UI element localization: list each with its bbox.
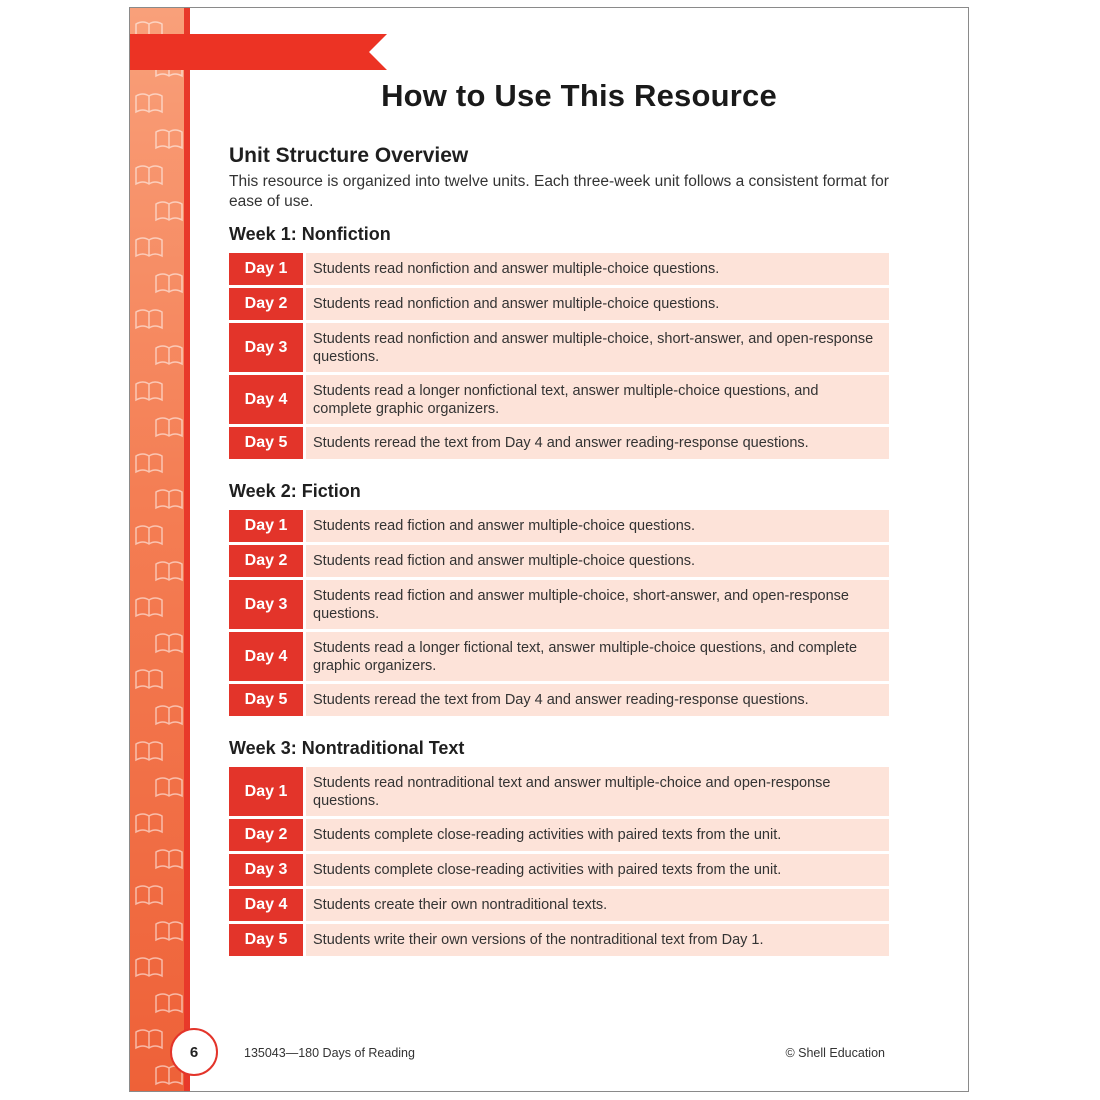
book-icon bbox=[156, 490, 182, 508]
day-row bbox=[229, 819, 889, 851]
book-icon bbox=[156, 562, 182, 580]
book-icon bbox=[136, 166, 162, 184]
book-icon bbox=[136, 310, 162, 328]
day-row bbox=[229, 684, 889, 716]
day-row bbox=[229, 889, 889, 921]
day-label: Day 1 bbox=[229, 767, 303, 816]
day-label: Day 3 bbox=[229, 323, 303, 372]
day-list bbox=[229, 253, 889, 459]
book-icon bbox=[156, 418, 182, 436]
book-pattern-icon bbox=[130, 8, 189, 1092]
day-row bbox=[229, 510, 889, 542]
book-icon bbox=[136, 1030, 162, 1048]
week-section bbox=[229, 738, 889, 956]
book-icon bbox=[156, 634, 182, 652]
day-row bbox=[229, 288, 889, 320]
day-description: Students read fiction and answer multiple-choice questions. bbox=[306, 510, 889, 542]
weeks-container bbox=[229, 224, 889, 956]
day-row bbox=[229, 323, 889, 372]
book-icon bbox=[156, 202, 182, 220]
book-icon bbox=[136, 598, 162, 616]
week-heading: Week 3: Nontraditional Text bbox=[229, 738, 465, 758]
day-row bbox=[229, 767, 889, 816]
day-description: Students read nonfiction and answer multiple-choice questions. bbox=[306, 253, 889, 285]
book-icon bbox=[136, 238, 162, 256]
book-icon bbox=[156, 346, 182, 364]
book-icon bbox=[156, 130, 182, 148]
day-row bbox=[229, 375, 889, 424]
day-label: Day 1 bbox=[229, 510, 303, 542]
book-icon bbox=[156, 274, 182, 292]
footer-copyright: © Shell Education bbox=[785, 1046, 885, 1060]
book-icon bbox=[136, 670, 162, 688]
book-icon bbox=[136, 814, 162, 832]
book-icon bbox=[156, 994, 182, 1012]
week-heading: Week 2: Fiction bbox=[229, 481, 361, 501]
day-row bbox=[229, 580, 889, 629]
day-label: Day 2 bbox=[229, 819, 303, 851]
book-icon bbox=[156, 922, 182, 940]
book-icon bbox=[136, 382, 162, 400]
day-label: Day 3 bbox=[229, 580, 303, 629]
book-icon bbox=[136, 886, 162, 904]
sidebar-edge bbox=[184, 8, 190, 1091]
day-row bbox=[229, 545, 889, 577]
day-label: Day 5 bbox=[229, 684, 303, 716]
main-content bbox=[229, 144, 889, 978]
day-label: Day 3 bbox=[229, 854, 303, 886]
day-label: Day 5 bbox=[229, 924, 303, 956]
book-icon bbox=[136, 94, 162, 112]
document-page bbox=[129, 7, 969, 1092]
day-label: Day 4 bbox=[229, 889, 303, 921]
book-icon bbox=[136, 454, 162, 472]
day-row bbox=[229, 854, 889, 886]
day-description: Students read fiction and answer multiple-choice questions. bbox=[306, 545, 889, 577]
overview-intro: This resource is organized into twelve units. Each three-week unit follows a consistent format for ease of use. bbox=[229, 173, 889, 210]
week-heading: Week 1: Nonfiction bbox=[229, 224, 391, 244]
day-description: Students complete close-reading activities with paired texts from the unit. bbox=[306, 854, 889, 886]
day-description: Students read fiction and answer multiple-choice, short-answer, and open-response questions. bbox=[306, 580, 889, 629]
footer-product: 135043—180 Days of Reading bbox=[244, 1046, 415, 1060]
day-description: Students complete close-reading activities with paired texts from the unit. bbox=[306, 819, 889, 851]
day-row bbox=[229, 632, 889, 681]
day-list bbox=[229, 767, 889, 956]
day-label: Day 2 bbox=[229, 545, 303, 577]
day-label: Day 4 bbox=[229, 632, 303, 681]
day-list bbox=[229, 510, 889, 716]
day-description: Students reread the text from Day 4 and answer reading-response questions. bbox=[306, 427, 889, 459]
day-label: Day 5 bbox=[229, 427, 303, 459]
book-icon bbox=[136, 526, 162, 544]
page-number: 6 bbox=[170, 1028, 218, 1076]
day-row bbox=[229, 427, 889, 459]
week-section bbox=[229, 224, 889, 459]
day-description: Students reread the text from Day 4 and answer reading-response questions. bbox=[306, 684, 889, 716]
day-description: Students read a longer nonfictional text, answer multiple-choice questions, and complete graphic organizers. bbox=[306, 375, 889, 424]
book-icon bbox=[156, 778, 182, 796]
day-description: Students create their own nontraditional texts. bbox=[306, 889, 889, 921]
day-label: Day 4 bbox=[229, 375, 303, 424]
day-row bbox=[229, 924, 889, 956]
banner-label: Introduction bbox=[190, 14, 317, 37]
book-icon bbox=[156, 706, 182, 724]
week-section bbox=[229, 481, 889, 716]
decorative-sidebar bbox=[130, 8, 189, 1091]
day-description: Students read nonfiction and answer multiple-choice, short-answer, and open-response questions. bbox=[306, 323, 889, 372]
day-label: Day 1 bbox=[229, 253, 303, 285]
day-description: Students read nontraditional text and answer multiple-choice and open-response questions. bbox=[306, 767, 889, 816]
day-description: Students write their own versions of the nontraditional text from Day 1. bbox=[306, 924, 889, 956]
day-label: Day 2 bbox=[229, 288, 303, 320]
book-icon bbox=[156, 850, 182, 868]
book-icon bbox=[136, 958, 162, 976]
book-icon bbox=[136, 742, 162, 760]
day-description: Students read a longer fictional text, answer multiple-choice questions, and complete graphic organizers. bbox=[306, 632, 889, 681]
overview-heading: Unit Structure Overview bbox=[229, 144, 469, 167]
day-description: Students read nonfiction and answer multiple-choice questions. bbox=[306, 288, 889, 320]
day-row bbox=[229, 253, 889, 285]
page-title: How to Use This Resource bbox=[381, 78, 777, 113]
